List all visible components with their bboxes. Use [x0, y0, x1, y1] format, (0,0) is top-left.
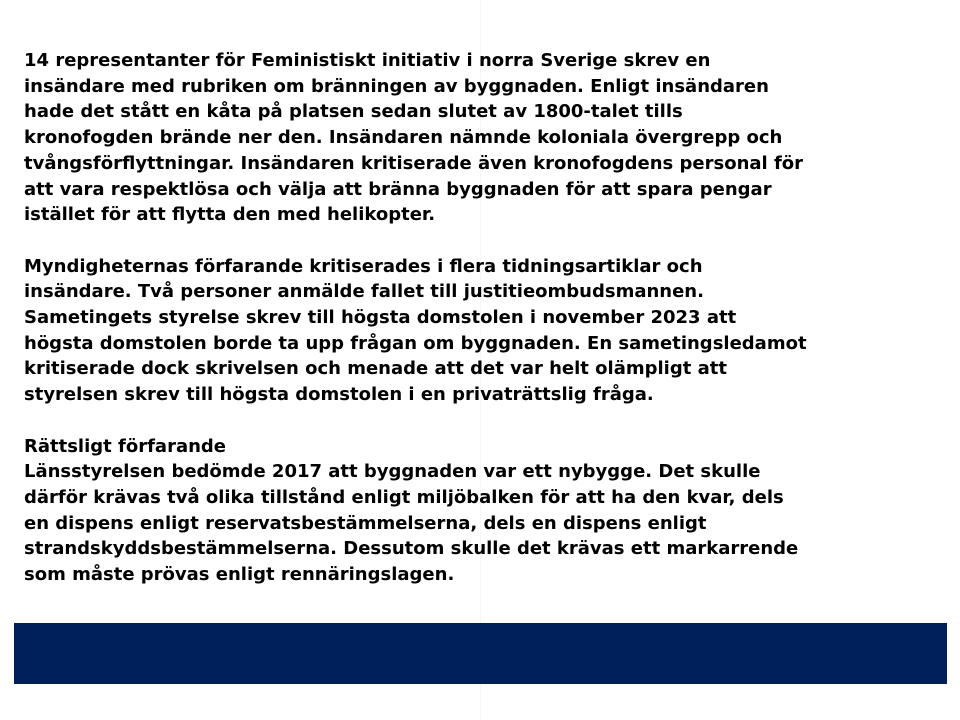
- section-heading: Rättsligt förfarande: [24, 435, 227, 457]
- footer-bar: [14, 623, 947, 684]
- paragraph-rattsligt-forfarande: Länsstyrelsen bedömde 2017 att byggnaden var ett nybygge. Det skulle därför krävas två olika tillstånd enligt miljöbalken för att ha den kvar, dels en dispens enligt reservatsbestämmelserna, dels en dispens enligt strandskyddsbestämmelserna. Dessutom skulle det krävas ett markarrende som måste prövas enligt rennäringslagen.: [24, 461, 799, 586]
- paragraph-myndigheternas-forfarande: Myndigheternas förfarande kritiserades i flera tidningsartiklar och insändare. Två personer anmälde fallet till justitieombudsmannen. Sametingets styrelse skrev till högsta domstolen i november 2023 att högsta domstolen borde ta upp frågan om byggnaden. En sametingsledamot kritiserade dock skrivelsen och menade att det var helt olämpligt att styrelsen skrev till högsta domstolen i en privaträttslig fråga.: [24, 255, 807, 406]
- paragraph-feministiskt-initiativ: 14 representanter för Feministiskt initiativ i norra Sverige skrev en insändare med rubriken om bränningen av byggnaden. Enligt insändaren hade det stått en kåta på platsen sedan slutet av 1800-talet tills kronofogden brände ner den. Insändaren nämnde koloniala övergrepp och tvångsförflyttningar. Insändaren kritiserade även kronofogdens personal för att vara respektlösa och välja att bränna byggnaden för att spara pengar istället för att flytta den med helikopter.: [24, 50, 804, 226]
- document-body: [24, 48, 924, 588]
